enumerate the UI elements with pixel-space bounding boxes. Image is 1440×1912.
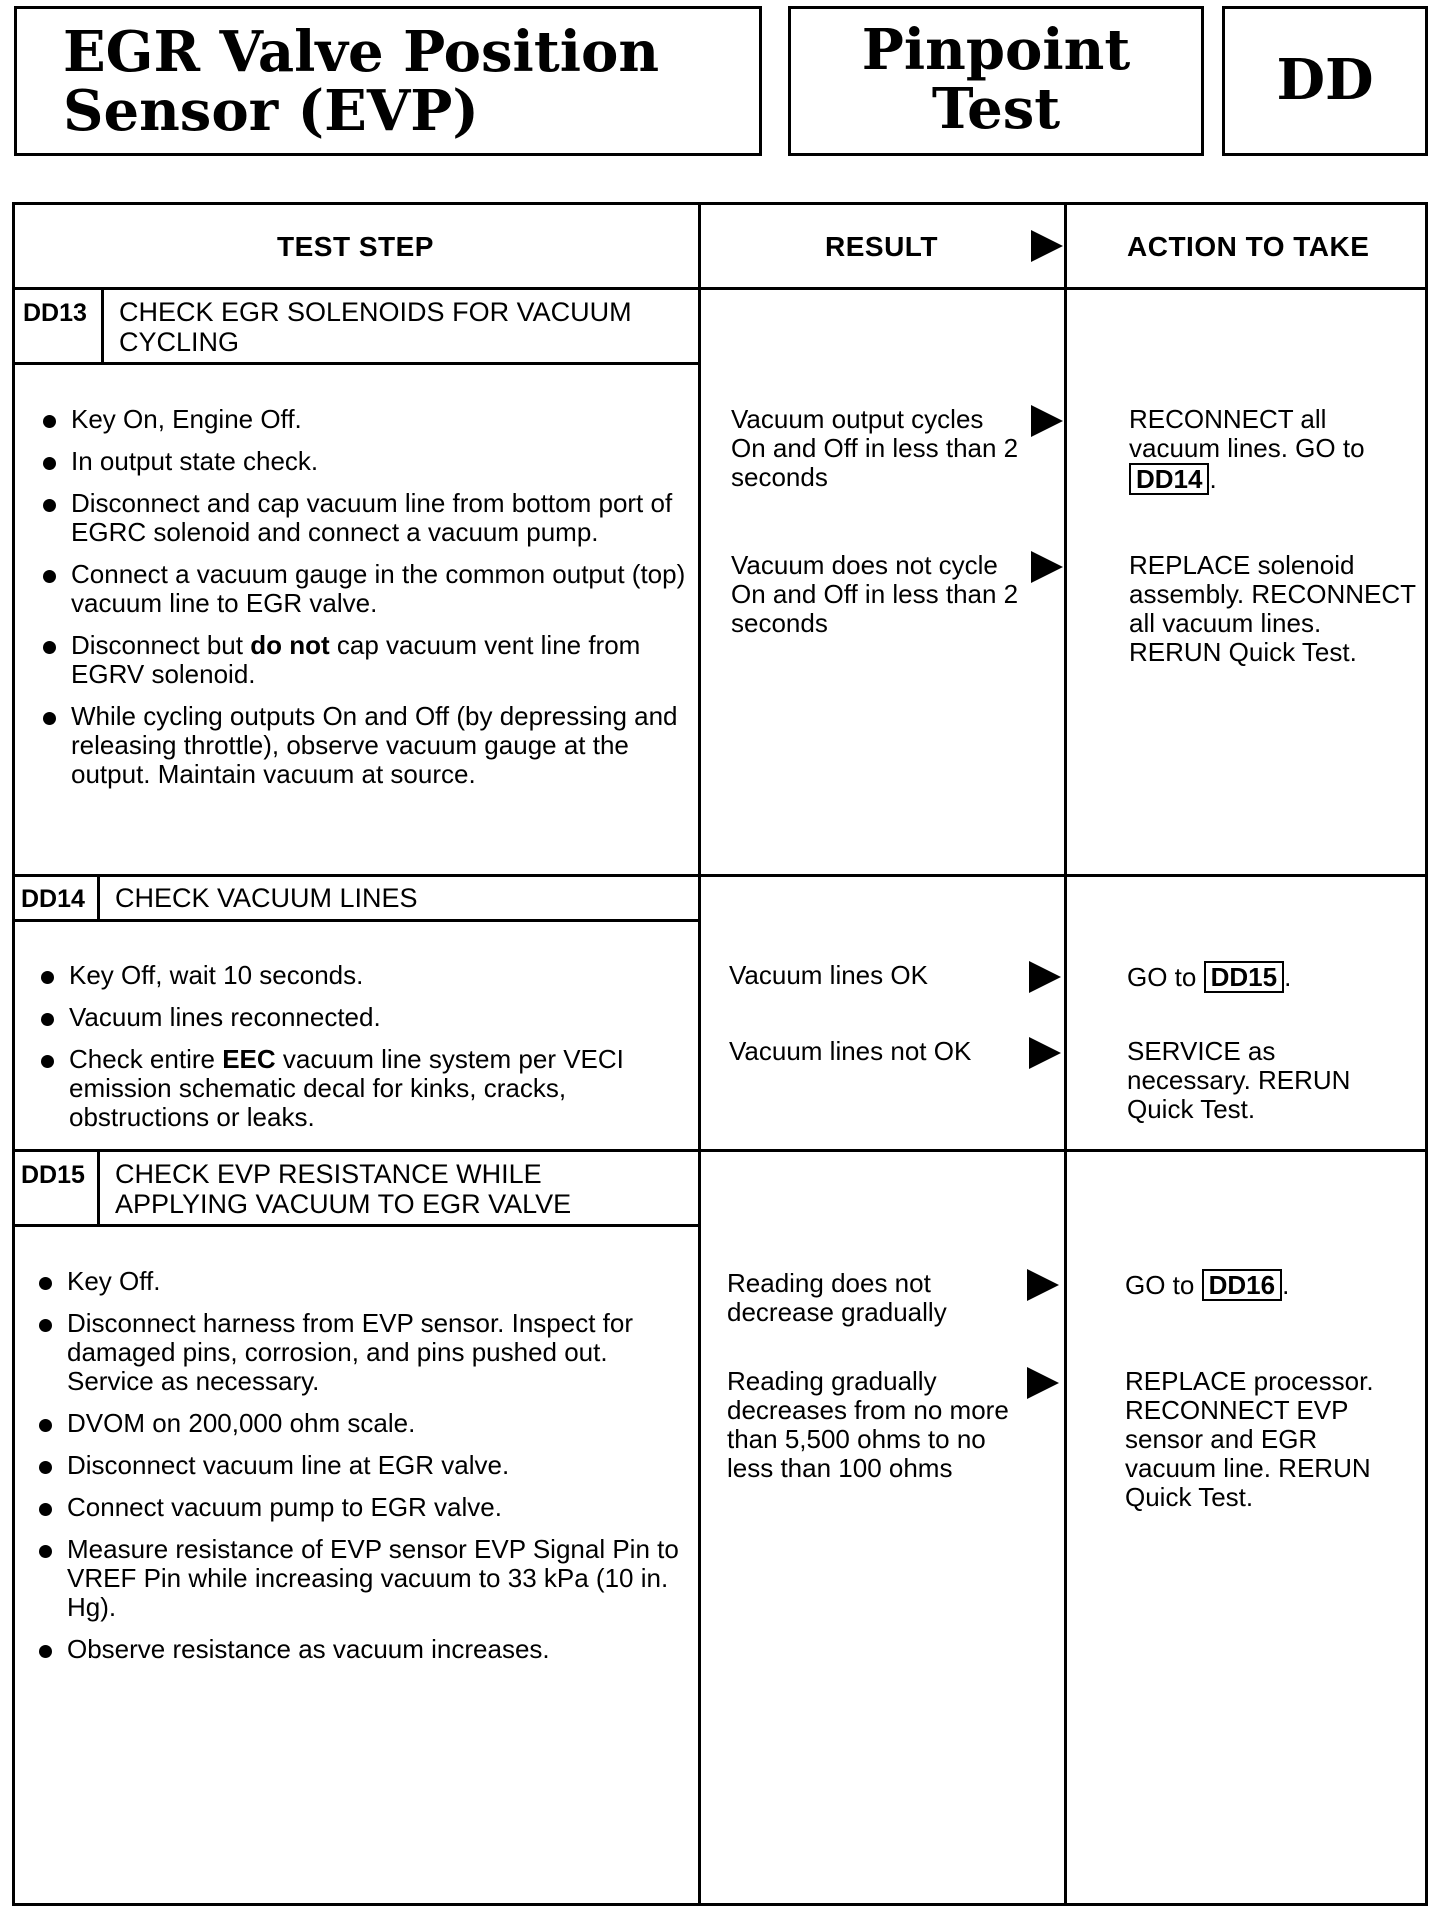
step-id: DD14 bbox=[21, 885, 85, 913]
arrow-icon bbox=[1027, 1269, 1059, 1301]
action-label: RECONNECT all vacuum lines. GO to bbox=[1129, 404, 1365, 463]
test-code: DD bbox=[1276, 47, 1374, 113]
action-label: GO to bbox=[1127, 962, 1197, 992]
step-id-divider bbox=[101, 287, 104, 362]
header-test-box bbox=[788, 6, 1204, 156]
arrow-icon bbox=[1027, 1367, 1059, 1399]
step-title-divider bbox=[15, 1224, 699, 1227]
row-divider bbox=[15, 874, 1425, 877]
header-title-box bbox=[14, 6, 762, 156]
bullet-text: Check entire bbox=[69, 1044, 223, 1074]
column-header-test-step: TEST STEP bbox=[277, 231, 434, 262]
arrow-icon bbox=[1029, 961, 1061, 993]
bullet-text: vacuum line system per VECI emission schematic decal for kinks, cracks, obstructions or leaks. bbox=[69, 1044, 624, 1132]
result-text: Reading does not decrease gradually bbox=[727, 1268, 947, 1327]
test-line-2: Test bbox=[931, 75, 1061, 142]
column-divider bbox=[698, 205, 701, 1903]
action-label: . bbox=[1209, 464, 1217, 494]
pinpoint-table bbox=[12, 202, 1428, 1906]
step-bullets bbox=[39, 961, 689, 1145]
action-label: . bbox=[1282, 1270, 1290, 1300]
step-reference[interactable]: DD16 bbox=[1202, 1269, 1282, 1301]
bullet-emphasis: do not bbox=[250, 630, 330, 660]
bullet-text: cap vacuum vent line from EGRV solenoid. bbox=[71, 630, 641, 689]
column-header-result: RESULT bbox=[825, 231, 938, 262]
title-line-1: EGR Valve Position bbox=[63, 19, 660, 85]
bullet-text: Disconnect but bbox=[71, 630, 251, 660]
bullet-item: Connect a vacuum gauge in the common output (top) vacuum line to EGR valve. bbox=[41, 560, 691, 618]
column-divider bbox=[1064, 205, 1067, 1903]
bullet-item: Connect vacuum pump to EGR valve. bbox=[37, 1493, 687, 1522]
step-title-divider bbox=[15, 919, 699, 922]
arrow-icon bbox=[1031, 405, 1063, 437]
action-text bbox=[1125, 1269, 1415, 1301]
step-title: CHECK EVP RESISTANCE WHILE APPLYING VACUUM TO EGR VALVE bbox=[115, 1159, 572, 1219]
test-type-label bbox=[791, 17, 1201, 142]
header-code-box bbox=[1222, 6, 1428, 156]
arrow-icon bbox=[1031, 551, 1063, 583]
bullet-item: DVOM on 200,000 ohm scale. bbox=[37, 1409, 687, 1438]
result-text: Reading gradually decreases from no more than 5,500 ohms to no less than 100 ohms bbox=[727, 1366, 1009, 1483]
bullet-item: While cycling outputs On and Off (by depressing and releasing throttle), observe vacuum gauge at the output. Maintain vacuum at source. bbox=[41, 702, 691, 789]
bullet-item bbox=[39, 1045, 689, 1132]
step-id-divider bbox=[97, 874, 100, 919]
bullet-item bbox=[41, 631, 691, 689]
bullet-item: Disconnect harness from EVP sensor. Inspect for damaged pins, corrosion, and pins pushed out. Service as necessary. bbox=[37, 1309, 687, 1396]
step-title-divider bbox=[15, 362, 699, 365]
result-text: Vacuum lines OK bbox=[729, 960, 928, 990]
action-text: REPLACE processor. RECONNECT EVP sensor and EGR vacuum line. RERUN Quick Test. bbox=[1125, 1366, 1374, 1512]
result-text: Vacuum lines not OK bbox=[729, 1036, 972, 1066]
page-title bbox=[63, 19, 660, 144]
arrow-icon bbox=[1031, 230, 1063, 262]
bullet-item: Observe resistance as vacuum increases. bbox=[37, 1635, 687, 1664]
bullet-item: Disconnect vacuum line at EGR valve. bbox=[37, 1451, 687, 1480]
action-text bbox=[1129, 405, 1414, 495]
result-text: Vacuum does not cycle On and Off in less than 2 seconds bbox=[731, 550, 1019, 638]
bullet-item: Vacuum lines reconnected. bbox=[39, 1003, 689, 1032]
step-id-divider bbox=[97, 1149, 100, 1224]
bullet-item: Measure resistance of EVP sensor EVP Signal Pin to VREF Pin while increasing vacuum to 33 kPa (10 in. Hg). bbox=[37, 1535, 687, 1622]
column-header-action: ACTION TO TAKE bbox=[1127, 231, 1370, 262]
title-line-2: Sensor (EVP) bbox=[63, 77, 479, 144]
row-divider bbox=[15, 1149, 1425, 1152]
step-reference[interactable]: DD15 bbox=[1204, 961, 1284, 993]
bullet-item: Key On, Engine Off. bbox=[41, 405, 691, 434]
step-bullets bbox=[41, 405, 691, 802]
action-label: GO to bbox=[1125, 1270, 1195, 1300]
action-text bbox=[1127, 961, 1417, 993]
action-label: . bbox=[1284, 962, 1292, 992]
step-title: CHECK VACUUM LINES bbox=[115, 883, 418, 913]
bullet-item: Key Off, wait 10 seconds. bbox=[39, 961, 689, 990]
step-reference[interactable]: DD14 bbox=[1129, 463, 1209, 495]
arrow-icon bbox=[1029, 1037, 1061, 1069]
action-text: REPLACE solenoid assembly. RECONNECT all vacuum lines. RERUN Quick Test. bbox=[1129, 550, 1416, 667]
step-id: DD13 bbox=[23, 299, 87, 327]
test-line-1: Pinpoint bbox=[861, 17, 1131, 83]
bullet-emphasis: EEC bbox=[222, 1044, 276, 1074]
header-row-divider bbox=[15, 287, 1425, 290]
result-text: Vacuum output cycles On and Off in less than 2 seconds bbox=[731, 404, 1019, 492]
bullet-item: Disconnect and cap vacuum line from bottom port of EGRC solenoid and connect a vacuum pump. bbox=[41, 489, 691, 547]
step-bullets bbox=[37, 1267, 687, 1677]
bullet-item: In output state check. bbox=[41, 447, 691, 476]
action-text: SERVICE as necessary. RERUN Quick Test. bbox=[1127, 1036, 1351, 1124]
step-title: CHECK EGR SOLENOIDS FOR VACUUM CYCLING bbox=[119, 297, 632, 357]
step-id: DD15 bbox=[21, 1161, 85, 1189]
bullet-item: Key Off. bbox=[37, 1267, 687, 1296]
